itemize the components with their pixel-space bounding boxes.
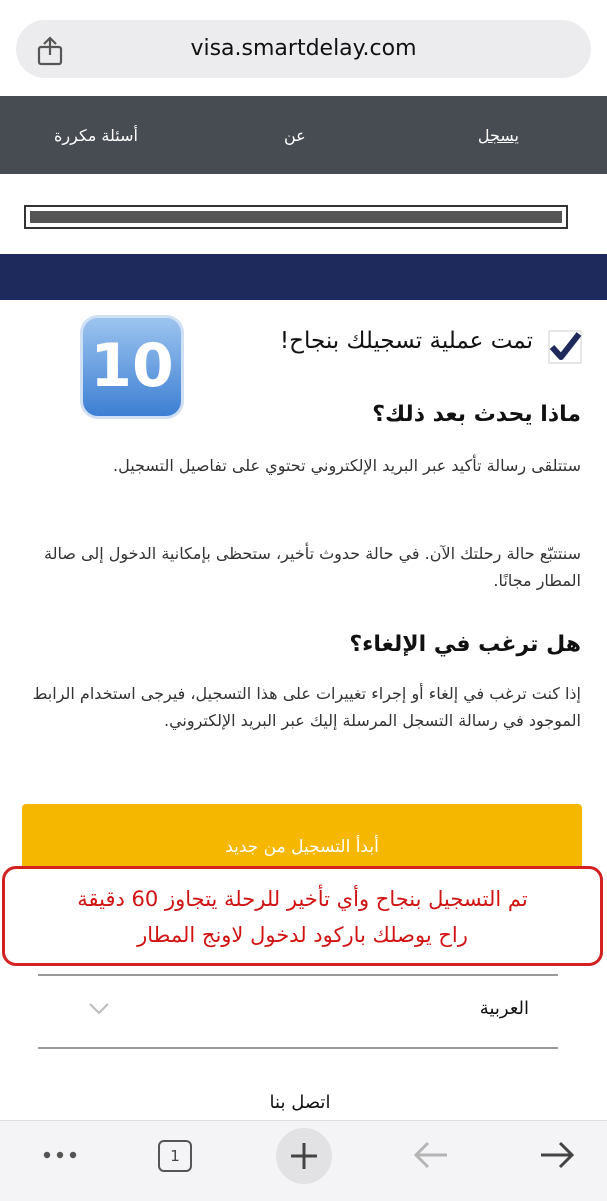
tabs-button[interactable]: 1 <box>158 1140 192 1172</box>
cancel-heading: هل ترغب في الإلغاء؟ <box>349 632 581 657</box>
share-icon[interactable] <box>36 36 64 66</box>
nav-faq-link[interactable]: أسئلة مكررة <box>54 126 138 145</box>
checkmark-icon <box>548 330 582 364</box>
more-icon[interactable] <box>42 1148 78 1162</box>
divider <box>38 974 558 976</box>
nav-about-link[interactable]: عن <box>284 126 306 145</box>
language-select[interactable]: العربية <box>479 998 529 1019</box>
annotation-line-2: راح يوصلك باركود لدخول لاونج المطار <box>137 923 468 947</box>
chevron-down-icon[interactable] <box>88 1002 110 1016</box>
plus-icon[interactable] <box>288 1140 320 1172</box>
cancel-paragraph: إذا كنت ترغب في إلغاء أو إجراء تغييرات على هذا التسجيل، فيرجى استخدام الرابط الموجود في رسالة التسجل المرسلة إليك عبر البريد الإلكتروني. <box>32 684 581 730</box>
divider <box>38 1047 558 1049</box>
success-message: تمت عملية تسجيلك بنجاح! <box>279 328 533 354</box>
keycap-number-emoji: 10 <box>80 315 184 419</box>
restart-registration-button[interactable]: أبدأ التسجيل من جديد <box>22 804 582 886</box>
header-band <box>0 254 607 300</box>
what-next-paragraph-2: سنتتبّع حالة رحلتك الآن. في حالة حدوث تأخير، ستحظى بإمكانية الدخول إلى صالة المطار مجانًا. <box>44 544 581 590</box>
what-next-heading: ماذا يحدث بعد ذلك؟ <box>372 402 581 427</box>
url-text[interactable]: visa.smartdelay.com <box>190 36 417 61</box>
redacted-bar <box>24 205 568 229</box>
browser-top-bar <box>0 0 607 96</box>
address-bar[interactable] <box>16 20 591 78</box>
forward-arrow-icon[interactable] <box>538 1140 576 1170</box>
nav-register-link[interactable]: يسجل <box>477 126 519 145</box>
back-arrow-icon[interactable] <box>412 1140 450 1170</box>
annotation-box <box>2 866 603 966</box>
site-nav <box>0 96 607 174</box>
what-next-paragraph-1: ستتلقى رسالة تأكيد عبر البريد الإلكتروني تحتوي على تفاصيل التسجيل. <box>113 456 581 475</box>
contact-us-link[interactable]: اتصل بنا <box>269 1092 331 1113</box>
annotation-line-1: تم التسجيل بنجاح وأي تأخير للرحلة يتجاوز 60 دقيقة <box>77 887 528 911</box>
